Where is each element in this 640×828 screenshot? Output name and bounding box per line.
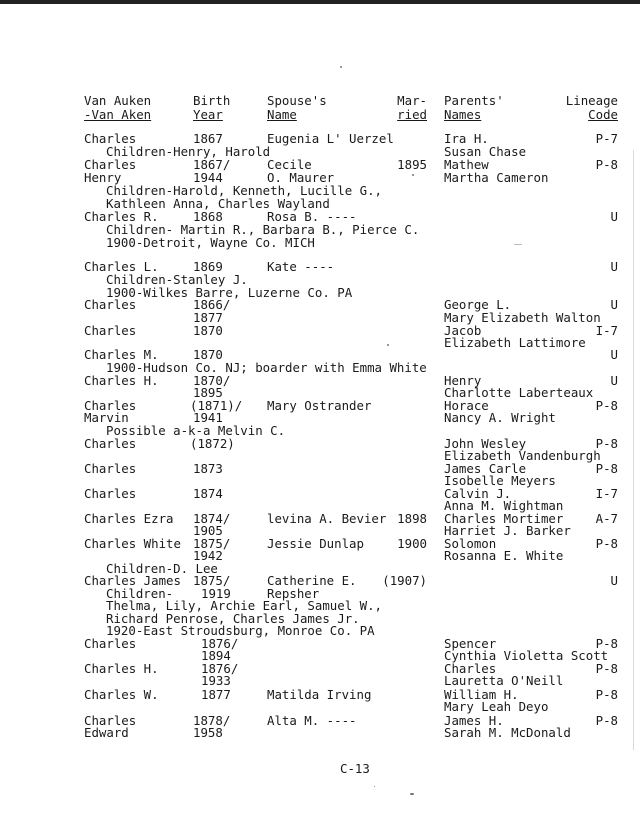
census-note: 1900-Detroit, Wayne Co. MICH (106, 235, 315, 250)
person-name: Edward (84, 725, 129, 740)
spouse-name: Jessie Dunlap (267, 536, 364, 551)
person-name: Charles (84, 398, 137, 413)
census-note: 1900-Wilkes Barre, Luzerne Co. PA (106, 285, 353, 300)
scan-speck (514, 244, 522, 245)
parents-name: Cynthia Violetta Scott (444, 648, 609, 663)
parents-name: Charlotte Laberteaux (444, 385, 594, 400)
page-number: C-13 (340, 761, 370, 776)
person-name: Charles (84, 157, 137, 172)
parents-name: James Carle (444, 461, 527, 476)
page-footer (0, 762, 640, 776)
spouse-name: O. Maurer (267, 170, 335, 185)
lineage-code: P-8 (595, 636, 618, 651)
birth-year: 1874/ (193, 511, 231, 526)
header-ried: ried (397, 107, 427, 122)
table-row (0, 260, 640, 274)
death-year: 1942 (193, 548, 223, 563)
parents-name: Calvin J. (444, 486, 512, 501)
parents-name: Henry (444, 373, 482, 388)
parents-name: Nancy A. Wright (444, 410, 556, 425)
table-row (0, 726, 640, 740)
person-name: Charles (84, 131, 137, 146)
parents-name: Susan Chase (444, 144, 527, 159)
death-year: 1941 (193, 410, 223, 425)
person-name: Charles (84, 323, 137, 338)
spouse-name: Repsher (267, 586, 320, 601)
birth-year: (1872) (190, 436, 235, 451)
birth-year: 1876/ (201, 636, 239, 651)
children-note: Thelma, Lily, Archie Earl, Samuel W., (106, 598, 383, 613)
parents-name: Rosanna E. White (444, 548, 564, 563)
parents-name: Harriet J. Barker (444, 523, 571, 538)
spouse-name: Rosa B. ---- (267, 209, 357, 224)
person-name: Charles Ezra (84, 511, 174, 526)
lineage-code: P-8 (595, 461, 618, 476)
parents-name: Sarah M. McDonald (444, 725, 571, 740)
census-note: 1900-Hudson Co. NJ; boarder with Emma White (106, 360, 427, 375)
table-row (0, 574, 640, 588)
parents-name: Anna M. Wightman (444, 498, 564, 513)
lineage-code: P-8 (595, 713, 618, 728)
scan-speck (410, 793, 414, 795)
lineage-code: P-8 (595, 436, 618, 451)
parents-name: Charles (444, 661, 497, 676)
parents-name: William H. (444, 687, 519, 702)
spouse-name: Alta M. ---- (267, 713, 357, 728)
header-year: Year (193, 107, 223, 122)
parents-name: Solomon (444, 536, 497, 551)
lineage-code: U (610, 209, 618, 224)
married-year: (1907) (382, 573, 427, 588)
person-name: Charles H. (84, 661, 159, 676)
scan-speck (412, 174, 414, 176)
birth-year: 1877 (201, 687, 231, 702)
person-name: Charles L. (84, 259, 159, 274)
table-row (0, 223, 640, 237)
header-code: Code (588, 107, 618, 122)
lineage-code: U (610, 373, 618, 388)
children-label: Children- (106, 586, 174, 601)
children-note: Children- Martin R., Barbara B., Pierce C. (106, 222, 420, 237)
parents-name: Horace (444, 398, 489, 413)
table-row (0, 132, 640, 146)
scan-speck (387, 344, 389, 346)
lineage-code: U (610, 259, 618, 274)
birth-year: 1874 (193, 486, 223, 501)
spouse-name: Catherine E. (267, 573, 357, 588)
header-spouse: Spouse's (267, 93, 327, 108)
header-name: Van Auken (84, 93, 152, 108)
lineage-code: P-8 (595, 687, 618, 702)
header-spouse-name: Name (267, 107, 297, 122)
person-name: Charles (84, 297, 137, 312)
lineage-code: A-7 (595, 511, 618, 526)
married-year: 1900 (397, 536, 427, 551)
lineage-code: P-8 (595, 157, 618, 172)
table-row (0, 549, 640, 563)
lineage-code: I-7 (595, 323, 618, 338)
birth-year: 1873 (193, 461, 223, 476)
birth-year: 1870/ (193, 373, 231, 388)
table-row (0, 674, 640, 688)
spouse-name: Kate ---- (267, 259, 335, 274)
parents-name: Elizabeth Vandenburgh (444, 448, 601, 463)
header-name-2: -Van Aken (84, 107, 152, 122)
parents-name: Mary Leah Deyo (444, 699, 549, 714)
person-name: Charles (84, 461, 137, 476)
birth-year: 1875/ (193, 573, 231, 588)
birth-year: 1870 (193, 347, 223, 362)
parents-name: Isobelle Meyers (444, 473, 556, 488)
table-row (0, 236, 640, 250)
parents-name: Lauretta O'Neill (444, 673, 564, 688)
children-note: Children-Stanley J. (106, 272, 248, 287)
scan-speck (340, 66, 342, 68)
parents-name: Spencer (444, 636, 497, 651)
lineage-code: P-8 (595, 536, 618, 551)
birth-year: 1870 (193, 323, 223, 338)
spouse-name: Cecile (267, 157, 312, 172)
death-year: 1895 (193, 385, 223, 400)
person-name: Charles (84, 486, 137, 501)
parents-name: Mary Elizabeth Walton (444, 310, 601, 325)
parents-name: Mathew (444, 157, 489, 172)
person-name: Charles (84, 713, 137, 728)
person-name: Charles H. (84, 373, 159, 388)
parents-name: Martha Cameron (444, 170, 549, 185)
children-note: Children-Henry, Harold (106, 144, 271, 159)
lineage-code: I-7 (595, 486, 618, 501)
census-note: 1920-East Stroudsburg, Monroe Co. PA (106, 623, 375, 638)
lineage-code: U (610, 573, 618, 588)
parents-name: James H. (444, 713, 504, 728)
parents-name: Ira H. (444, 131, 489, 146)
lineage-code: U (610, 297, 618, 312)
children-note: Children-Harold, Kenneth, Lucille G., (106, 183, 383, 198)
death-year: 1944 (193, 170, 223, 185)
person-name: Charles R. (84, 209, 159, 224)
header-parents: Parents' (444, 93, 504, 108)
death-year: 1933 (201, 673, 231, 688)
death-year: 1894 (201, 648, 231, 663)
birth-year: 1867 (193, 131, 223, 146)
parents-name: John Wesley (444, 436, 527, 451)
lineage-code: P-7 (595, 131, 618, 146)
header-lineage: Lineage (565, 93, 618, 108)
parents-name: George L. (444, 297, 512, 312)
death-year: 1919 (201, 586, 231, 601)
married-year: 1895 (397, 157, 427, 172)
table-row (0, 411, 640, 425)
birth-year: 1869 (193, 259, 223, 274)
aka-note: Possible a-k-a Melvin C. (106, 423, 286, 438)
parents-name: Charles Mortimer (444, 511, 564, 526)
death-year: 1958 (193, 725, 223, 740)
person-name: Marvin (84, 410, 129, 425)
children-note: Kathleen Anna, Charles Wayland (106, 196, 330, 211)
lineage-code: P-8 (595, 398, 618, 413)
scan-speck (374, 786, 375, 787)
lineage-code: P-8 (595, 661, 618, 676)
header-birth: Birth (193, 93, 231, 108)
header-parents-names: Names (444, 107, 482, 122)
header-married: Mar- (397, 93, 427, 108)
spouse-name: Mary Ostrander (267, 398, 372, 413)
children-note: Richard Penrose, Charles James Jr. (106, 611, 360, 626)
parents-name: Jacob (444, 323, 482, 338)
spouse-name: Eugenia L' Uerzel (267, 131, 394, 146)
birth-year: 1866/ (193, 297, 231, 312)
birth-year: 1875/ (193, 536, 231, 551)
spouse-name: Matilda Irving (267, 687, 372, 702)
married-year: 1898 (397, 511, 427, 526)
person-name: Charles White (84, 536, 181, 551)
spouse-name: levina A. Bevier (267, 511, 387, 526)
death-year: 1877 (193, 310, 223, 325)
birth-year: 1867/ (193, 157, 231, 172)
column-header-line-2 (0, 108, 640, 122)
person-name: Charles James (84, 573, 181, 588)
person-name: Charles M. (84, 347, 159, 362)
children-note: Children-D. Lee (106, 561, 218, 576)
birth-year: 1868 (193, 209, 223, 224)
parents-name: Elizabeth Lattimore (444, 335, 586, 350)
death-year: 1905 (193, 523, 223, 538)
person-name: Charles (84, 436, 137, 451)
birth-year: 1876/ (201, 661, 239, 676)
table-row (0, 700, 640, 714)
person-name: Charles (84, 636, 137, 651)
column-header-line-1 (0, 94, 640, 108)
birth-year: (1871)/ (190, 398, 243, 413)
person-name: Charles W. (84, 687, 159, 702)
birth-year: 1878/ (193, 713, 231, 728)
lineage-code: U (610, 347, 618, 362)
person-name: Henry (84, 170, 122, 185)
